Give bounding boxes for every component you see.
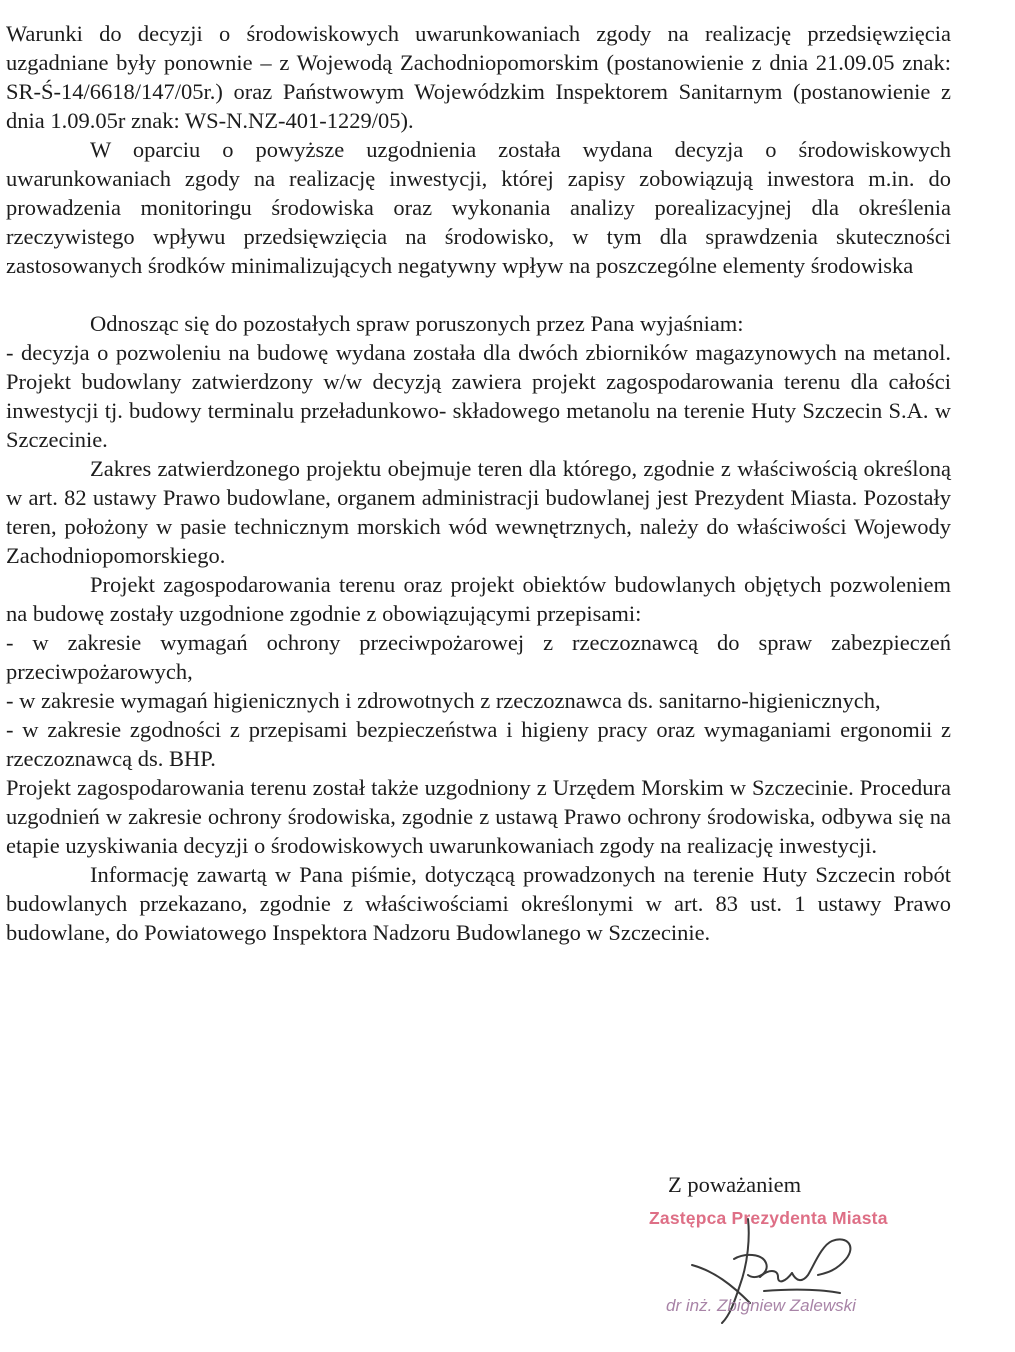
letter-paragraph: Warunki do decyzji o środowiskowych uwarunkowaniach zgody na realizację przedsięwzięcia uzgadniane były ponownie – z Wojewodą Zachodniopomorskim (postanowienie z dnia 21.09.05 znak: SR-Ś-14/6618/147/05r.) oraz Państwowym Wojewódzkim Inspektorem Sanitarnym (postanowienie z dnia 1.09.05r znak: WS-N.NZ-401-1229/05). [6, 21, 951, 133]
letter-body [6, 19, 951, 947]
stamp-official-title: Zastępca Prezydenta Miasta [649, 1208, 888, 1228]
letter-paragraph: - w zakresie zgodności z przepisami bezpieczeństwa i higieny pracy oraz wymaganiami ergonomii z rzeczoznawcą ds. BHP. [6, 717, 951, 771]
closing-salutation: Z poważaniem [668, 1172, 802, 1197]
letter-paragraph: Projekt zagospodarowania terenu oraz projekt obiektów budowlanych objętych pozwoleniem na budowę zostały uzgodnione zgodnie z obowiązującymi przepisami: [6, 572, 951, 626]
letter-paragraph: Zakres zatwierdzonego projektu obejmuje teren dla którego, zgodnie z właściwością określoną w art. 82 ustawy Prawo budowlane, organem administracji budowlanej jest Prezydent Miasta. Pozostały teren, położony w pasie technicznym morskich wód wewnętrznych, należy do właściwości Wojewody Zachodniopomorskiego. [6, 456, 951, 568]
letter-paragraph: - w zakresie wymagań higienicznych i zdrowotnych z rzeczoznawca ds. sanitarno-higienicznych, [6, 688, 881, 713]
stamp-official-name: dr inż. Zbigniew Zalewski [666, 1296, 856, 1315]
letter-paragraph: - w zakresie wymagań ochrony przeciwpożarowej z rzeczoznawcą do spraw zabezpieczeń przeciwpożarowych, [6, 630, 951, 684]
letter-paragraph: Odnosząc się do pozostałych spraw poruszonych przez Pana wyjaśniam: [90, 311, 744, 336]
paragraph-spacer [6, 280, 951, 309]
letter-paragraph: - decyzja o pozwoleniu na budowę wydana została dla dwóch zbiorników magazynowych na metanol. Projekt budowlany zatwierdzony w/w decyzją zawiera projekt zagospodarowania terenu dla całości inwestycji tj. budowy terminalu przeładunkowo- składowego metanolu na terenie Huty Szczecin S.A. w Szczecinie. [6, 340, 951, 452]
letter-paragraph: W oparciu o powyższe uzgodnienia została wydana decyzja o środowiskowych uwarunkowaniach zgody na realizację inwestycji, której zapisy zobowiązują inwestora m.in. do prowadzenia monitoringu środowiska oraz wykonania analizy porealizacyjnej dla określenia rzeczywistego wpływu przedsięwzięcia na środowisko, w tym dla sprawdzenia skuteczności zastosowanych środków minimalizujących negatywny wpływ na poszczególne elementy środowiska [6, 137, 951, 278]
letter-paragraph: Informację zawartą w Pana piśmie, dotyczącą prowadzonych na terenie Huty Szczecin robót budowlanych przekazano, zgodnie z właściwościami określonymi w art. 83 ust. 1 ustawy Prawo budowlane, do Powiatowego Inspektora Nadzoru Budowlanego w Szczecinie. [6, 862, 951, 945]
letter-paragraph: Projekt zagospodarowania terenu został także uzgodniony z Urzędem Morskim w Szczecinie. Procedura uzgodnień w zakresie ochrony środowiska, zgodnie z ustawą Prawo ochrony środowiska, odbywa się na etapie uzyskiwania decyzji o środowiskowych uwarunkowaniach zgody na realizację inwestycji. [6, 775, 951, 858]
